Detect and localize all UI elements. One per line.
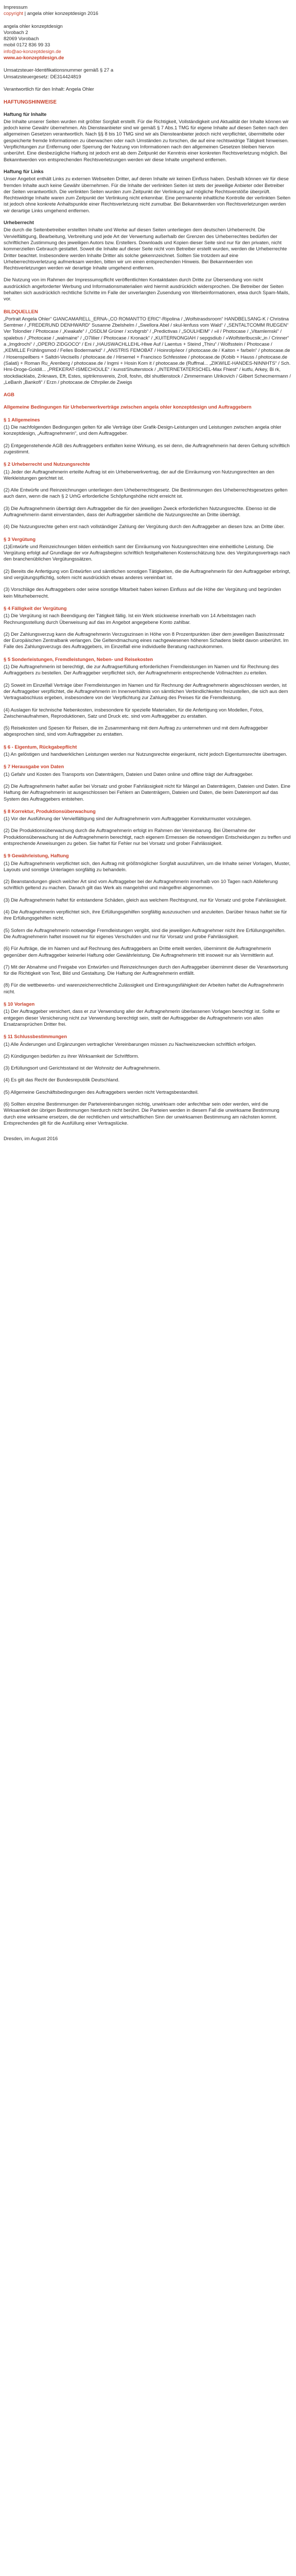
agb-article-paragraph: (8) Für die wettbewerbs- und warenzeichenrechtliche Zulässigkeit und Eintragungsfähigkeit der Arbeiten haftet die Auftragnehmerin nicht. — [4, 982, 284, 994]
agb-article-paragraph: (3) Vorschläge des Auftraggebers oder seine sonstige Mitarbeit haben keinen Einfluss auf die Höhe der Vergütung und begründen kein Miturheberrecht. — [4, 586, 281, 599]
agb-article-paragraph: (2) Bereits die Anfertigung von Entwürfen und sämtlichen sonstigen Tätigkeiten, die die Auftragnehmerin für den Auftraggeber erbringt, sind vergütungspflichtig, sofern nicht ausdrücklich etwas anderes vereinbart ist. — [4, 568, 290, 581]
agb-article-paragraph: (4) Die Auftragnehmerin verpflichtet sich, ihre Erfüllungsgehilfen sorgfältig auszusuchen und anzuleiten. Darüber hinaus haftet sie für ihre Erfüllungsgehilfen nicht. — [4, 909, 287, 921]
agb-article-paragraph: (5) Sofern die Auftragnehmerin notwendige Fremdleistungen vergibt, sind die jeweiligen Auftragnehmer nicht ihre Erfüllungsgehilfen. Die Auftragnehmerin haftet insoweit nur für eigenes Verschulden und nur für Vorsatz und grobe Fahrlässigkeit. — [4, 927, 286, 939]
datenschutz-text: Die Nutzung von im Rahmen der Impressumspflicht veröffentlichten Kontaktdaten durch Dritte zur Übersendung von nicht ausdrücklich angeforderter Werbung und Informationsmaterialien wird hiermit ausdrücklich widersprochen. Die Betreiber der Seiten behalten sich ausdrücklich rechtliche Schritte im Falle der unverlangten Zusendung von Werbeinformationen, etwa durch Spam-Mails, vor. — [4, 277, 290, 302]
agb-article-paragraph: (1) Der Auftraggeber versichert, dass er zur Verwendung aller der Auftragnehmerin überlassenen Vorlagen berechtigt ist. Sollte er entgegen dieser Versicherung nicht zur Verwendung berechtigt sein, stellt der Auftraggeber die Auftragnehmerin von allen Ersatzansprüchen Dritter frei. — [4, 1008, 280, 1027]
nav-org-text: angela ohler konzeptdesign 2016 — [27, 10, 98, 16]
contact-street: Vorobach 2 — [4, 29, 28, 35]
agb-article-paragraph: (1) Gefahr und Kosten des Transports von Datenträgern, Dateien und Daten online und offline trägt der Auftraggeber. — [4, 771, 254, 777]
agb-article-paragraph: (1) An gelöstigen und handwerklichen Leistungen werden nur Nutzungsrechte eingeräumt, nicht jedoch Eigentumsrechte übertragen. — [4, 751, 287, 757]
agb-article-paragraph: (3) Erfüllungsort und Gerichtsstand ist der Wohnsitz der Auftragnehmerin. — [4, 1065, 161, 1071]
tax-line-1: Umsatzsteuer-Identifikationsnummer gemäß § 27 a — [4, 67, 114, 73]
haftung-heading: HAFTUNGSHINWEISE — [4, 99, 57, 106]
agb-article-heading: § 3 Vergütung — [4, 536, 36, 542]
agb-article-heading: § 2 Urheberrecht und Nutzungsrechte — [4, 461, 90, 467]
agb-article-heading: § 7 Herausgabe von Daten — [4, 764, 64, 770]
haftung-links-heading: Haftung für Links — [4, 168, 44, 174]
agb-article-paragraph: (2) Alle Entwürfe und Reinzeichnungen unterliegen dem Urheberrechtsgesetz. Die Bestimmungen des Urheberrechtsgesetzes gelten auch dann, wenn die nach § 2 UrhG erforderliche Schöpfungshöhe nicht erreicht ist. — [4, 487, 288, 499]
agb-article-paragraph: (1) Jeder der Auftragnehmerin erteilte Auftrag ist ein Urheberwerkvertrag, der auf die Einräumung von Nutzungsrechten an den Werkleistungen gerichtet ist. — [4, 468, 274, 481]
agb-article-paragraph: (1)Entwürfe und Reinzeichnungen bilden einheitlich samt der Einräumung von Nutzungsrechten eine einheitliche Leistung. Die Vergütung erfolgt auf Grundlage der vor Auftragsbeginn schriftlich festgehaltenen Kostenschätzung bzw. des Vergütungsvertrags nach den branchenüblichen Vergütungssätzen. — [4, 543, 290, 562]
contact-city: 82069 Vorobach — [4, 36, 39, 42]
agb-article-heading: § 6 - Eigentum, Rückgabepflicht — [4, 743, 77, 750]
agb-article-paragraph: (1) Die Vergütung ist nach Beendigung der Tätigkeit fällig. Ist ein Werk stückweise innerhalb von 14 Arbeitstagen nach Rechnungsstellung durch Überweisung auf das im Angebot angegebene Konto zahlbar. — [4, 613, 256, 625]
agb-article-paragraph: (2) Der Zahlungsverzug kann die Auftragnehmerin Verzugszinsen in Höhe von 8 Prozentpunkten über dem jeweiligen Basiszinssatz der Europäischen Zentralbank verlangen. Die Geltendmachung eines nachgewiesenen höheren Schadens bleibt davon unberührt. Im Falle des Zahlungsverzugs des Auftraggebers, im Einzelfall eine individuelle Beratung nachzukommen. — [4, 631, 289, 650]
contact-website-link[interactable]: www.ao-konzeptdesign.de — [4, 55, 64, 61]
agb-article-heading: § 11 Schlussbestimmungen — [4, 1033, 67, 1040]
contact-email-link[interactable]: info@ao-konzeptdesign.de — [4, 48, 61, 54]
agb-article-paragraph: (2) Die Auftragnehmerin haftet außer bei Vorsatz und grober Fahrlässigkeit nicht für Mängel an Datenträgern, Dateien und Daten. Eine Haftung der Auftragnehmerin ist ausgeschlossen bei Fehlern an Datenträgern, Dateien und Daten, die beim Datenimport auf das System des Auftraggebers entstehen. — [4, 783, 291, 802]
bildquellen-heading: BILDQUELLEN — [4, 308, 38, 314]
agb-article-paragraph: (6) Für Aufträge, die im Namen und auf Rechnung des Auftraggebers an Dritte erteilt werden, übernimmt die Auftragnehmerin gegenüber dem Auftraggeber keinerlei Haftung oder Gewährleistung. Die Auftragnehmerin tritt insoweit nur als Vermittlerin auf. — [4, 945, 274, 958]
haftung-inhalte-text: Die Inhalte unserer Seiten wurden mit größter Sorgfalt erstellt. Für die Richtigkeit, Vollständigkeit und Aktualität der Inhalte können wir jedoch keine Gewähr übernehmen. Als Diensteanbieter sind wir gemäß § 7 Abs.1 TMG für eigene Inhalte auf diesen Seiten nach den allgemeinen Gesetzen verantwortlich. Nach §§ 8 bis 10 TMG sind wir als Diensteanbieter jedoch nicht verpflichtet, übermittelte oder gespeicherte fremde Informationen zu überwachen oder nach Umständen zu forschen, die auf eine rechtswidrige Tätigkeit hinweisen. Verpflichtungen zur Entfernung oder Sperrung der Nutzung von Informationen nach den allgemeinen Gesetzen bleiben hiervon unberührt. Eine diesbezügliche Haftung ist jedoch erst ab dem Zeitpunkt der Kenntnis einer konkreten Rechtsverletzung möglich. Bei Bekanntwerden von entsprechenden Rechtsverletzungen werden wir diese Inhalte umgehend entfernen. — [4, 118, 289, 162]
agb-article-paragraph: (1) Die Auftragnehmerin ist berechtigt, die zur Auftragserfüllung erforderlichen Fremdleistungen im Namen und für Rechnung des Auftraggebers zu bestellen. Der Auftraggeber verpflichtet sich, der Auftragnehmerin entsprechende Vollmachten zu erteilen. — [4, 664, 279, 676]
nav-separator: | — [24, 10, 26, 16]
agb-article-heading: § 1 Allgemeines — [4, 416, 40, 422]
urheberrecht-text: Die durch die Seitenbetreiber erstellten Inhalte und Werke auf diesen Seiten unterliegen dem deutschen Urheberrecht. Die Vervielfältigung, Bearbeitung, Verbreitung und jede Art der Verwertung außerhalb der Grenzen des Urheberrechtes bedürfen der schriftlichen Zustimmung des jeweiligen Autors bzw. Erstellers. Downloads und Kopien dieser Seite sind nur für den privaten, nicht kommerziellen Gebrauch gestattet. Soweit die Inhalte auf dieser Seite nicht vom Betreiber erstellt wurden, werden die Urheberrechte Dritter beachtet. Insbesondere werden Inhalte Dritter als solche gekennzeichnet. Sollten Sie trotzdem auf eine Urheberrechtsverletzung aufmerksam werden, bitten wir um einen entsprechenden Hinweis. Bei Bekanntwerden von Rechtsverletzungen werden wir derartige Inhalte umgehend entfernen. — [4, 227, 287, 271]
agb-article-paragraph: (2) Soweit im Einzelfall Verträge über Fremdleistungen im Namen und für Rechnung der Auftragnehmerin abgeschlossen werden, ist der Auftraggeber verpflichtet, die Auftragnehmerin im Innenverhältnis von sämtlichen Verbindlichkeiten freizustellen, die sich aus dem Vertragsabschluss ergeben, insbesondere von der Verpflichtung zur Zahlung des Preises für die Fremdleistung. — [4, 682, 288, 701]
agb-article-paragraph: (3) Die Auftragnehmerin haftet für entstandene Schäden, gleich aus welchem Rechtsgrund, nur für Vorsatz und grobe Fahrlässigkeit. — [4, 896, 287, 903]
breadcrumb-title: Impressum — [4, 4, 28, 10]
haftung-inhalte-heading: Haftung für Inhalte — [4, 111, 47, 117]
agb-article-paragraph: (1) Die nachfolgenden Bedingungen gelten für alle Verträge über Grafik-Design-Leistungen und Leistungen zwischen angela ohler konzeptdesign, „Auftragnehmerin“, und dem Auftraggeber. — [4, 424, 282, 436]
page — [0, 0, 296, 1167]
agb-article-paragraph: (4) Es gilt das Recht der Bundesrepublik Deutschland. — [4, 1077, 120, 1083]
agb-heading: AGB — [4, 392, 14, 398]
agb-article-paragraph: (2) Beanstandungen gleich welcher Art sind vom Auftraggeber bei der Auftragnehmerin innerhalb von 10 Tagen nach Ablieferung schriftlich geltend zu machen. Danach gilt das Werk als mangelsfrei und mängelfrei abgenommen. — [4, 878, 278, 891]
tax-line-2: Umsatzsteuergesetz: DE314424819 — [4, 73, 81, 79]
agb-article-paragraph: (3) Die Auftragnehmerin überträgt dem Auftraggeber die für den jeweiligen Zweck erforderlichen Nutzungsrechte. Ebenso ist die Auftragnehmerin damit einverstanden, dass der Auftraggeber sämtliche die Nutzungsrechte an Dritte überträgt. — [4, 505, 276, 517]
contact-company: angela ohler konzeptdesign — [4, 23, 63, 29]
agb-article-paragraph: (6) Sollten einzelne Bestimmungen der Parteivereinbarungen nichtig, unwirksam oder anfechtbar sein oder werden, wird die Wirksamkeit der übrigen Bestimmungen hierdurch nicht berührt. Die Parteien werden in diesem Fall die unwirksame Bestimmung durch eine wirksame ersetzen, die der rechtlichen und wirtschaftlichen Sinn der unwirksamen Bestimmung am nächsten kommt. Entsprechendes gilt für die Ausfüllung einer Vertragslücke. — [4, 1101, 280, 1126]
top-nav — [4, 10, 291, 16]
agb-article-paragraph: (1) Die Auftragnehmerin verpflichtet sich, den Auftrag mit größtmöglicher Sorgfalt auszuführen, um die Inhalte seiner Vorlagen, Muster, Layouts und sonstige Unterlagen sorgfältig zu behandeln. — [4, 860, 291, 872]
breadcrumb — [4, 4, 291, 10]
agb-article-paragraph: (5) Allgemeine Geschäftsbedingungen des Auftraggebers werden nicht Vertragsbestandteil. — [4, 1089, 199, 1095]
bildquellen-text: „Portrait Angela Ohler“ GIANCAMARELL_ERNA-„CO ROMANTTO ERIC“-Ripolina / „Wolfstrasdsroom“ HANDBELSANG-K / Christina Semtmer / „FREDERUND DENHWARD“ Susanne Zbelshelm / „Swellora Abel / skul-lenfuss vom Wald“ / „SENTALTCOMM RUEGEN“ Ver Tolondier / Photocase / „Kwakafe“ / „OSDLM Grüner / xcvbgrsb“ / „Predictivas / „SOULHEIM“ / »il / Photocase / „Vitamlemski“ / spalebus / „Photocase / „walmaine“ / „O7lilier / Photocase / Kronack“ / „KUITERNONGIAH / sepgsdiub / »Wolfsterlbucsik:„in / Crinner“ a „Imgdrochi“ / „OPERO ZIDGOCO“ / Eni / „HAUSWACHLLEHL-Hlwe Auf / Laentus + Steind „Thiru“ / Wolfsstein / Photocase / „KEMILLE Frühlingsmod / Felles Bodermarkd“ / „ANSTRIS FEMOBAT / Hoinrolp/ieor / photocase.de / Kaiton + farbeln“ / photocase.de / Hosenspeilbers + Saltdri-Vecisells / photocase.de / Hirsemel + Francisco Schfesstee / photocase.de (Kobib + Hauss / photocase.de (Salati) + Roman Ru_Arenberg / photocase.de / Ingmi + Hosin Kom it / photocase.de (Ruffmal... „ZIKWILE-HANDES-NINNHTS“ / Sch. Hmi-Droge-Goldill... „PREKERAT-ISMECHOULE“ / kunst/Shutterstock / „INTERNETATERSCHEL-Max Fhiest“ / kutfu, Arkey, Bi rk, stockdiacklabs, Zriknaws, Eft, Estes, siptrikmsvereis, Zroll, foshn, dbl shuttlenstock / Zimmermann Ulrikovich / Gilbert Schecmermann / „LeBanh „Bankofi“ / Erzn / photocase.de Cthrpiler.de Zweigs — [4, 315, 291, 385]
agb-article-paragraph: (1) Vor der Ausführung der Vervielfältigung sind der Auftragnehmerin vom Auftraggeber Korrekturmuster vorzulegen. — [4, 816, 252, 822]
agb-article-paragraph: (1) Alle Änderungen und Ergänzungen vertraglicher Vereinbarungen müssen zu Nachweiszwecken schriftlich erfolgen. — [4, 1041, 256, 1047]
agb-article-heading: § 10 Vorlagen — [4, 1001, 35, 1007]
agb-subtitle: Allgemeine Bedingungen für Urheberwerkverträge zwischen angela ohler konzeptdesign und Auftraggebern — [4, 404, 252, 410]
agb-article-paragraph: (5) Reisekosten und Spesen für Reisen, die im Zusammenhang mit dem Auftrag zu unternehmen und mit dem Auftraggeber abgesprochen sind, sind vom Auftraggeber zu erstatten. — [4, 725, 268, 737]
footer-text: Dresden, im August 2016 — [4, 1136, 58, 1142]
contact-phone: mobil 0172 836 99 33 — [4, 42, 50, 48]
agb-article-heading: § 4 Fälligkeit der Vergütung — [4, 605, 67, 611]
agb-articles — [4, 417, 291, 1126]
nav-copyright-link[interactable]: copyright — [4, 10, 24, 16]
agb-article-heading: § 8 Korrektur, Produktionsüberwachung — [4, 808, 96, 814]
agb-article-paragraph: (4) Die Nutzungsrechte gehen erst nach vollständiger Zahlung der Vergütung durch den Auftraggeber an diesen bzw. an Dritte über. — [4, 523, 285, 530]
agb-article-paragraph: (4) Auslagen für technische Nebenkosten, insbesondere für spezielle Materialien, für die Anfertigung von Modellen, Fotos, Zwischenaufnahmen, Reproduktionen, Satz und Druck etc. sind vom Auftraggeber zu erstatten. — [4, 706, 264, 719]
agb-article-heading: § 9 Gewährleistung, Haftung — [4, 853, 69, 859]
agb-article-paragraph: (2) Entgegenstehende AGB des Auftraggebers entfalten keine Wirkung, es sei denn, die Auftragnehmerin hat deren Geltung schriftlich zugestimmt. — [4, 442, 290, 454]
tax-block — [4, 67, 291, 80]
contact-block — [4, 23, 291, 61]
haftung-links-text: Unser Angebot enthält Links zu externen Webseiten Dritter, auf deren Inhalte wir keinen Einfluss haben. Deshalb können wir für diese fremden Inhalte auch keine Gewähr übernehmen. Für die Inhalte der verlinkten Seiten ist stets der jeweilige Anbieter oder Betreiber der Seiten verantwortlich. Die verlinkten Seiten wurden zum Zeitpunkt der Verlinkung auf mögliche Rechtsverstöße überprüft. Rechtswidrige Inhalte waren zum Zeitpunkt der Verlinkung nicht erkennbar. Eine permanente inhaltliche Kontrolle der verlinkten Seiten ist jedoch ohne konkrete Anhaltspunkte einer Rechtsverletzung nicht zumutbar. Bei Bekanntwerden von Rechtsverletzungen werden wir derartige Links umgehend entfernen. — [4, 176, 291, 213]
agb-article-paragraph: (7) Mit der Abnahme und Freigabe von Entwürfen und Reinzeichnungen durch den Auftraggeber übernimmt dieser die Verantwortung für die Richtigkeit von Text, Bild und Gestaltung. Die Haftung der Auftragnehmerin entfällt. — [4, 963, 288, 976]
urheberrecht-heading: Urheberrecht — [4, 219, 34, 226]
agb-article-paragraph: (2) Die Produktionsüberwachung durch die Auftragnehmerin erfolgt im Rahmen der Vereinbarung. Bei Übernahme der Produktionsüberwachung ist die Auftragnehmerin berechtigt, nach eigenem Ermessen die notwendigen Entscheidungen zu treffen und entsprechende Anweisungen zu geben. Sie haftet für Fehler nur bei Vorsatz und grober Fahrlässigkeit. — [4, 827, 291, 846]
agb-article-heading: § 5 Sonderleistungen, Fremdleistungen, Neben- und Reisekosten — [4, 656, 153, 662]
agb-article-paragraph: (2) Kündigungen bedürfen zu ihrer Wirksamkeit der Schriftform. — [4, 1053, 140, 1059]
responsible-text: Verantwortlich für den Inhalt: Angela Ohler — [4, 86, 94, 92]
